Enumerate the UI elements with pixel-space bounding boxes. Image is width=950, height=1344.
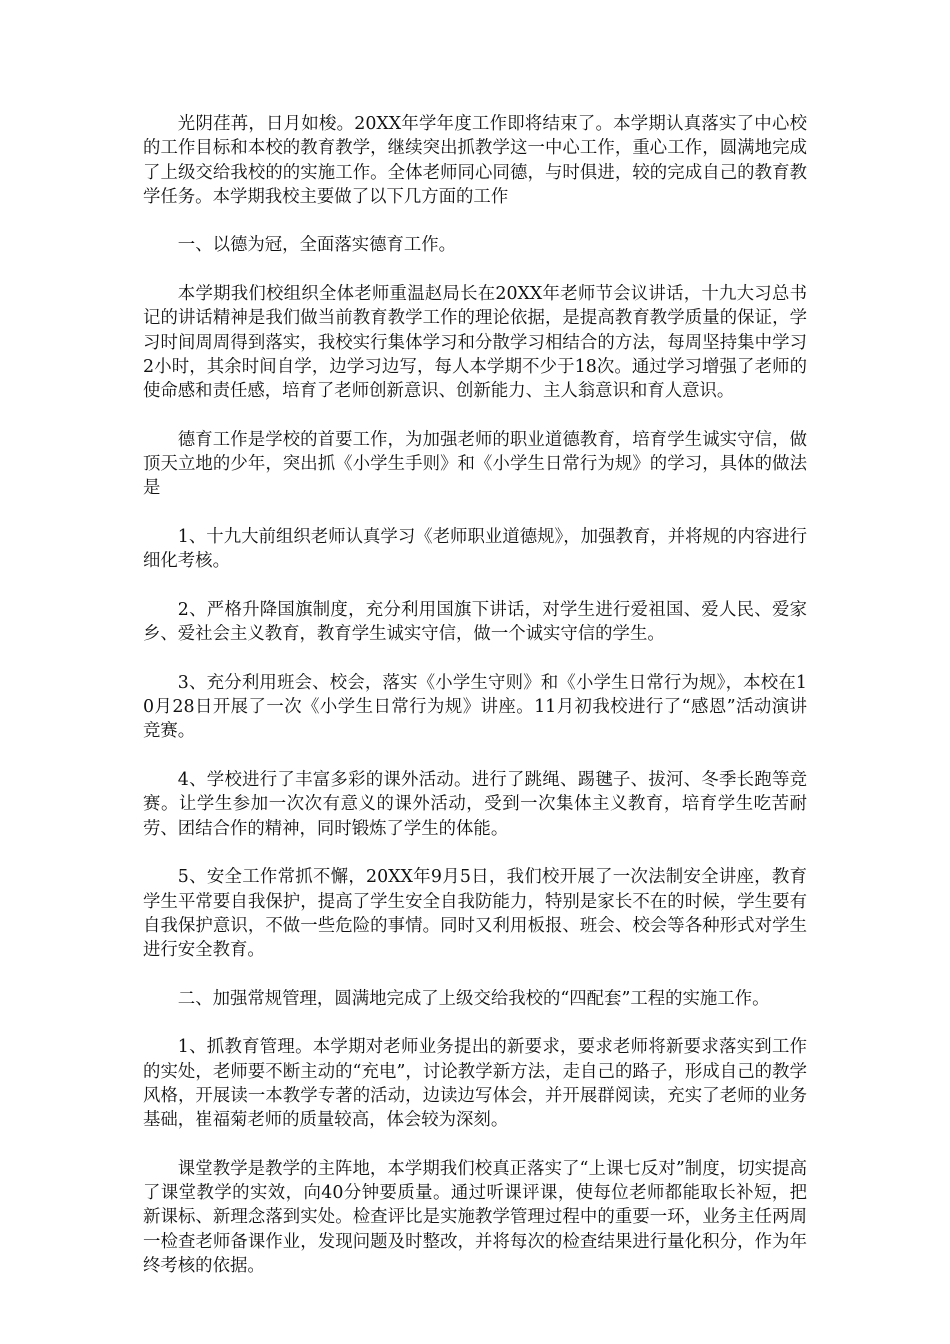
list-item-5: 5、安全工作常抓不懈，20XX年9月5日，我们校开展了一次法制安全讲座，教育学生平常要自我保护，提高了学生安全自我防能力，特别是家长不在的时候，学生要有自我保护意识，不做一些危险的事情。同时又利用板报、班会、校会等各种形式对学生进行安全教育。 [143,867,807,961]
section-heading-moral-education: 一、以德为冠，全面落实德育工作。 [177,235,457,256]
section-heading-routine-management: 二、加强常规管理，圆满地完成了上级交给我校的“四配套”工程的实施工作。 [177,988,770,1009]
intro-paragraph: 光阴荏苒，日月如梭。20XX年学年度工作即将结束了。本学期认真落实了中心校的工作目标和本校的教育教学，继续突出抓教学这一中心工作，重心工作，圆满地完成了上级交给我校的的实施工作。全体老师同心同德，与时俱进，较的完成自己的教育教学任务。本学期我校主要做了以下几方面的工作 [143,114,807,207]
list-item-3: 3、充分利用班会、校会，落实《小学生守则》和《小学生日常行为规》，本校在10月28日开展了一次《小学生日常行为规》讲座。11月初我校进行了“感恩”活动演讲竞赛。 [143,672,807,742]
list-item-1: 1、十九大前组织老师认真学习《老师职业道德规》，加强教育，并将规的内容进行细化考核。 [143,527,807,572]
list-item-4: 4、学校进行了丰富多彩的课外活动。进行了跳绳、踢毽子、拔河、冬季长跑等竞赛。让学生参加一次次有意义的课外活动，受到一次集体主义教育，培育学生吃苦耐劳、团结合作的精神，同时锻炼了学生的体能。 [143,770,807,839]
list-item-2: 2、严格升降国旗制度，充分利用国旗下讲话，对学生进行爱祖国、爱人民、爱家乡、爱社会主义教育，教育学生诚实守信，做一个诚实守信的学生。 [143,599,807,645]
document-body [143,112,807,1303]
teaching-management-paragraph: 1、抓教育管理。本学期对老师业务提出的新要求，要求老师将新要求落实到工作的实处，老师要不断主动的“充电”，讨论教学新方法，走自己的路子，形成自己的教学风格，开展读一本教学专著的活动，边读边写体会，并开展群阅读，充实了老师的业务基础，崔福菊老师的质量较高，体会较为深刻。 [143,1037,807,1131]
study-paragraph: 本学期我们校组织全体老师重温赵局长在20XX年老师节会议讲话，十九大习总书记的讲话精神是我们做当前教育教学工作的理论依据，是提高教育教学质量的保证，学习时间周周得到落实，我校实行集体学习和分散学习相结合的方法，每周坚持集中学习2小时，其余时间自学，边学习边写，每人本学期不少于18次。通过学习增强了老师的使命感和责任感，培育了老师创新意识、创新能力、主人翁意识和育人意识。 [143,284,807,402]
moral-education-paragraph: 德育工作是学校的首要工作，为加强老师的职业道德教育，培育学生诚实守信，做顶天立地的少年，突出抓《小学生手则》和《小学生日常行为规》的学习，具体的做法是 [143,429,807,499]
classroom-teaching-paragraph: 课堂教学是教学的主阵地，本学期我们校真正落实了“上课七反对”制度，切实提高了课堂教学的实效，向40分钟要质量。通过听课评课，使每位老师都能取长补短，把新课标、新理念落到实处。检查评比是实施教学管理过程中的重要一环，业务主任两周一检查老师备课作业，发现问题及时整改，并将每次的检查结果进行量化积分，作为年终考核的依据。 [143,1158,807,1276]
